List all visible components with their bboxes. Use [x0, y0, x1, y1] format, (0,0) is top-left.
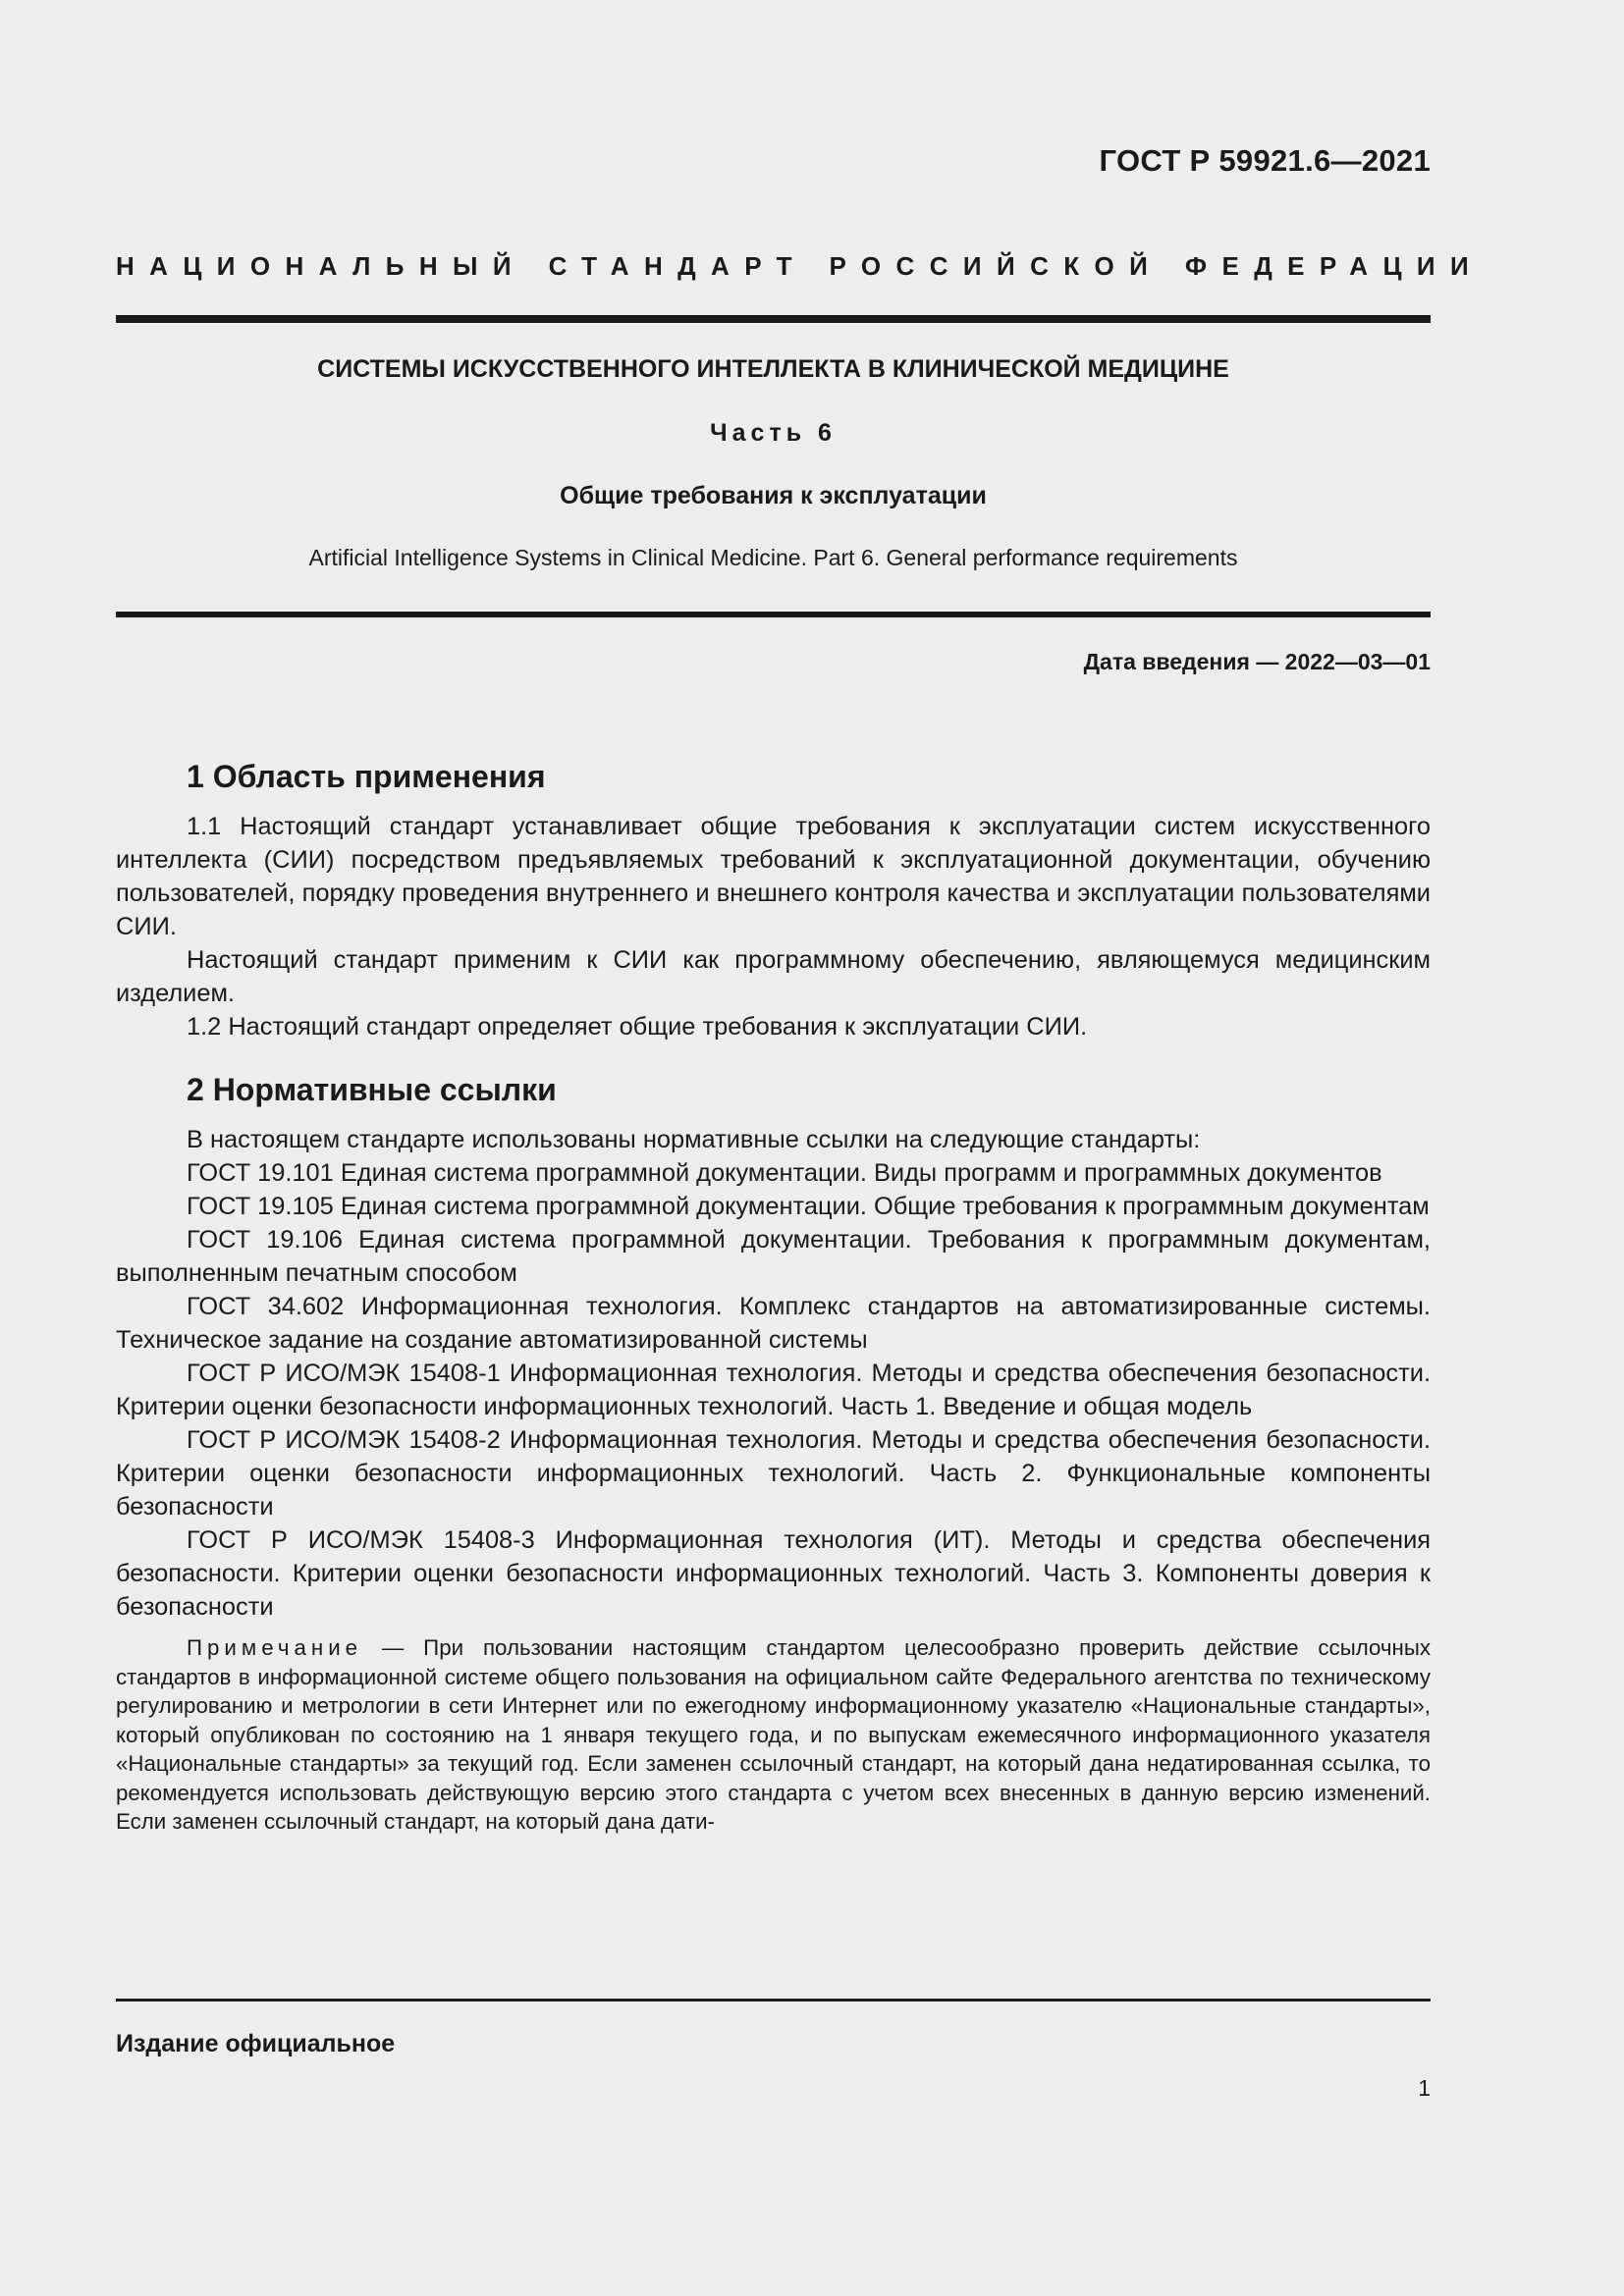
section-heading: 2 Нормативные ссылки	[187, 1072, 557, 1107]
paragraph: 1.1 Настоящий стандарт устанавливает общие требования к эксплуатации систем искусственного интеллекта (СИИ) посредством предъявляемых требований к эксплуатационной документации, обучению пользователей, порядку проведения внутреннего и внешнего контроля качества и эксплуатации пользователями СИИ.	[116, 813, 1431, 940]
footer-rule	[116, 1999, 1431, 2002]
official-edition-label: Издание официальное	[116, 2030, 396, 2057]
document-number: ГОСТ Р 59921.6—2021	[1099, 143, 1431, 178]
standard-title: СИСТЕМЫ ИСКУССТВЕННОГО ИНТЕЛЛЕКТА В КЛИНИЧЕСКОЙ МЕДИЦИНЕ	[317, 355, 1229, 383]
note-label: Примечание	[187, 1635, 363, 1660]
introduction-date: Дата введения — 2022—03—01	[1083, 649, 1431, 674]
title-rule	[116, 612, 1431, 617]
document-body	[116, 756, 1431, 1837]
standard-subtitle: Общие требования к эксплуатации	[560, 482, 987, 509]
paragraph: Настоящий стандарт применим к СИИ как программному обеспечению, являющемуся медицинским изделием.	[116, 946, 1431, 1007]
reference-item: ГОСТ Р ИСО/МЭК 15408-2 Информационная технология. Методы и средства обеспечения безопасности. Критерии оценки безопасности информационных технологий. Часть 2. Функциональные компоненты безопасности	[116, 1426, 1431, 1521]
reference-item: ГОСТ 19.106 Единая система программной документации. Требования к программным документам, выполненным печатным способом	[116, 1226, 1431, 1287]
note	[116, 1633, 1431, 1837]
note-text: — При пользовании настоящим стандартом целесообразно проверить действие ссылочных стандартов в информационной системе общего пользования на официальном сайте Федерального агентства по техническому регулированию и метрологии в сети Интернет или по ежегодному информационному указателю «Национальные стандарты», который опубликован по состоянию на 1 января текущего года, и по выпускам ежемесячного информационного указателя «Национальные стандарты» за текущий год. Если заменен ссылочный стандарт, на который дана недатированная ссылка, то рекомендуется использовать действующую версию этого стандарта с учетом всех внесенных в данную версию изменений. Если заменен ссылочный стандарт, на который дана дати-	[116, 1635, 1431, 1834]
national-standard-banner: НАЦИОНАЛЬНЫЙ СТАНДАРТ РОССИЙСКОЙ ФЕДЕРАЦИИ	[116, 251, 1485, 281]
reference-item: ГОСТ Р ИСО/МЭК 15408-3 Информационная технология (ИТ). Методы и средства обеспечения безопасности. Критерии оценки безопасности информационных технологий. Часть 3. Компоненты доверия к безопасности	[116, 1526, 1431, 1621]
reference-item: ГОСТ 19.105 Единая система программной документации. Общие требования к программным документам	[187, 1193, 1430, 1220]
top-rule	[116, 315, 1431, 323]
reference-item: ГОСТ Р ИСО/МЭК 15408-1 Информационная технология. Методы и средства обеспечения безопасности. Критерии оценки безопасности информационных технологий. Часть 1. Введение и общая модель	[116, 1360, 1431, 1420]
page-number: 1	[1418, 2075, 1431, 2101]
section-heading: 1 Область применения	[187, 759, 546, 794]
part-label: Часть 6	[710, 419, 837, 447]
paragraph: 1.2 Настоящий стандарт определяет общие требования к эксплуатации СИИ.	[187, 1013, 1088, 1041]
english-title: Artificial Intelligence Systems in Clinical Medicine. Part 6. General performance requirements	[308, 545, 1238, 570]
paragraph: В настоящем стандарте использованы нормативные ссылки на следующие стандарты:	[187, 1126, 1201, 1153]
reference-item: ГОСТ 34.602 Информационная технология. Комплекс стандартов на автоматизированные системы. Техническое задание на создание автоматизированной системы	[116, 1293, 1431, 1354]
reference-item: ГОСТ 19.101 Единая система программной документации. Виды программ и программных документов	[187, 1159, 1382, 1187]
